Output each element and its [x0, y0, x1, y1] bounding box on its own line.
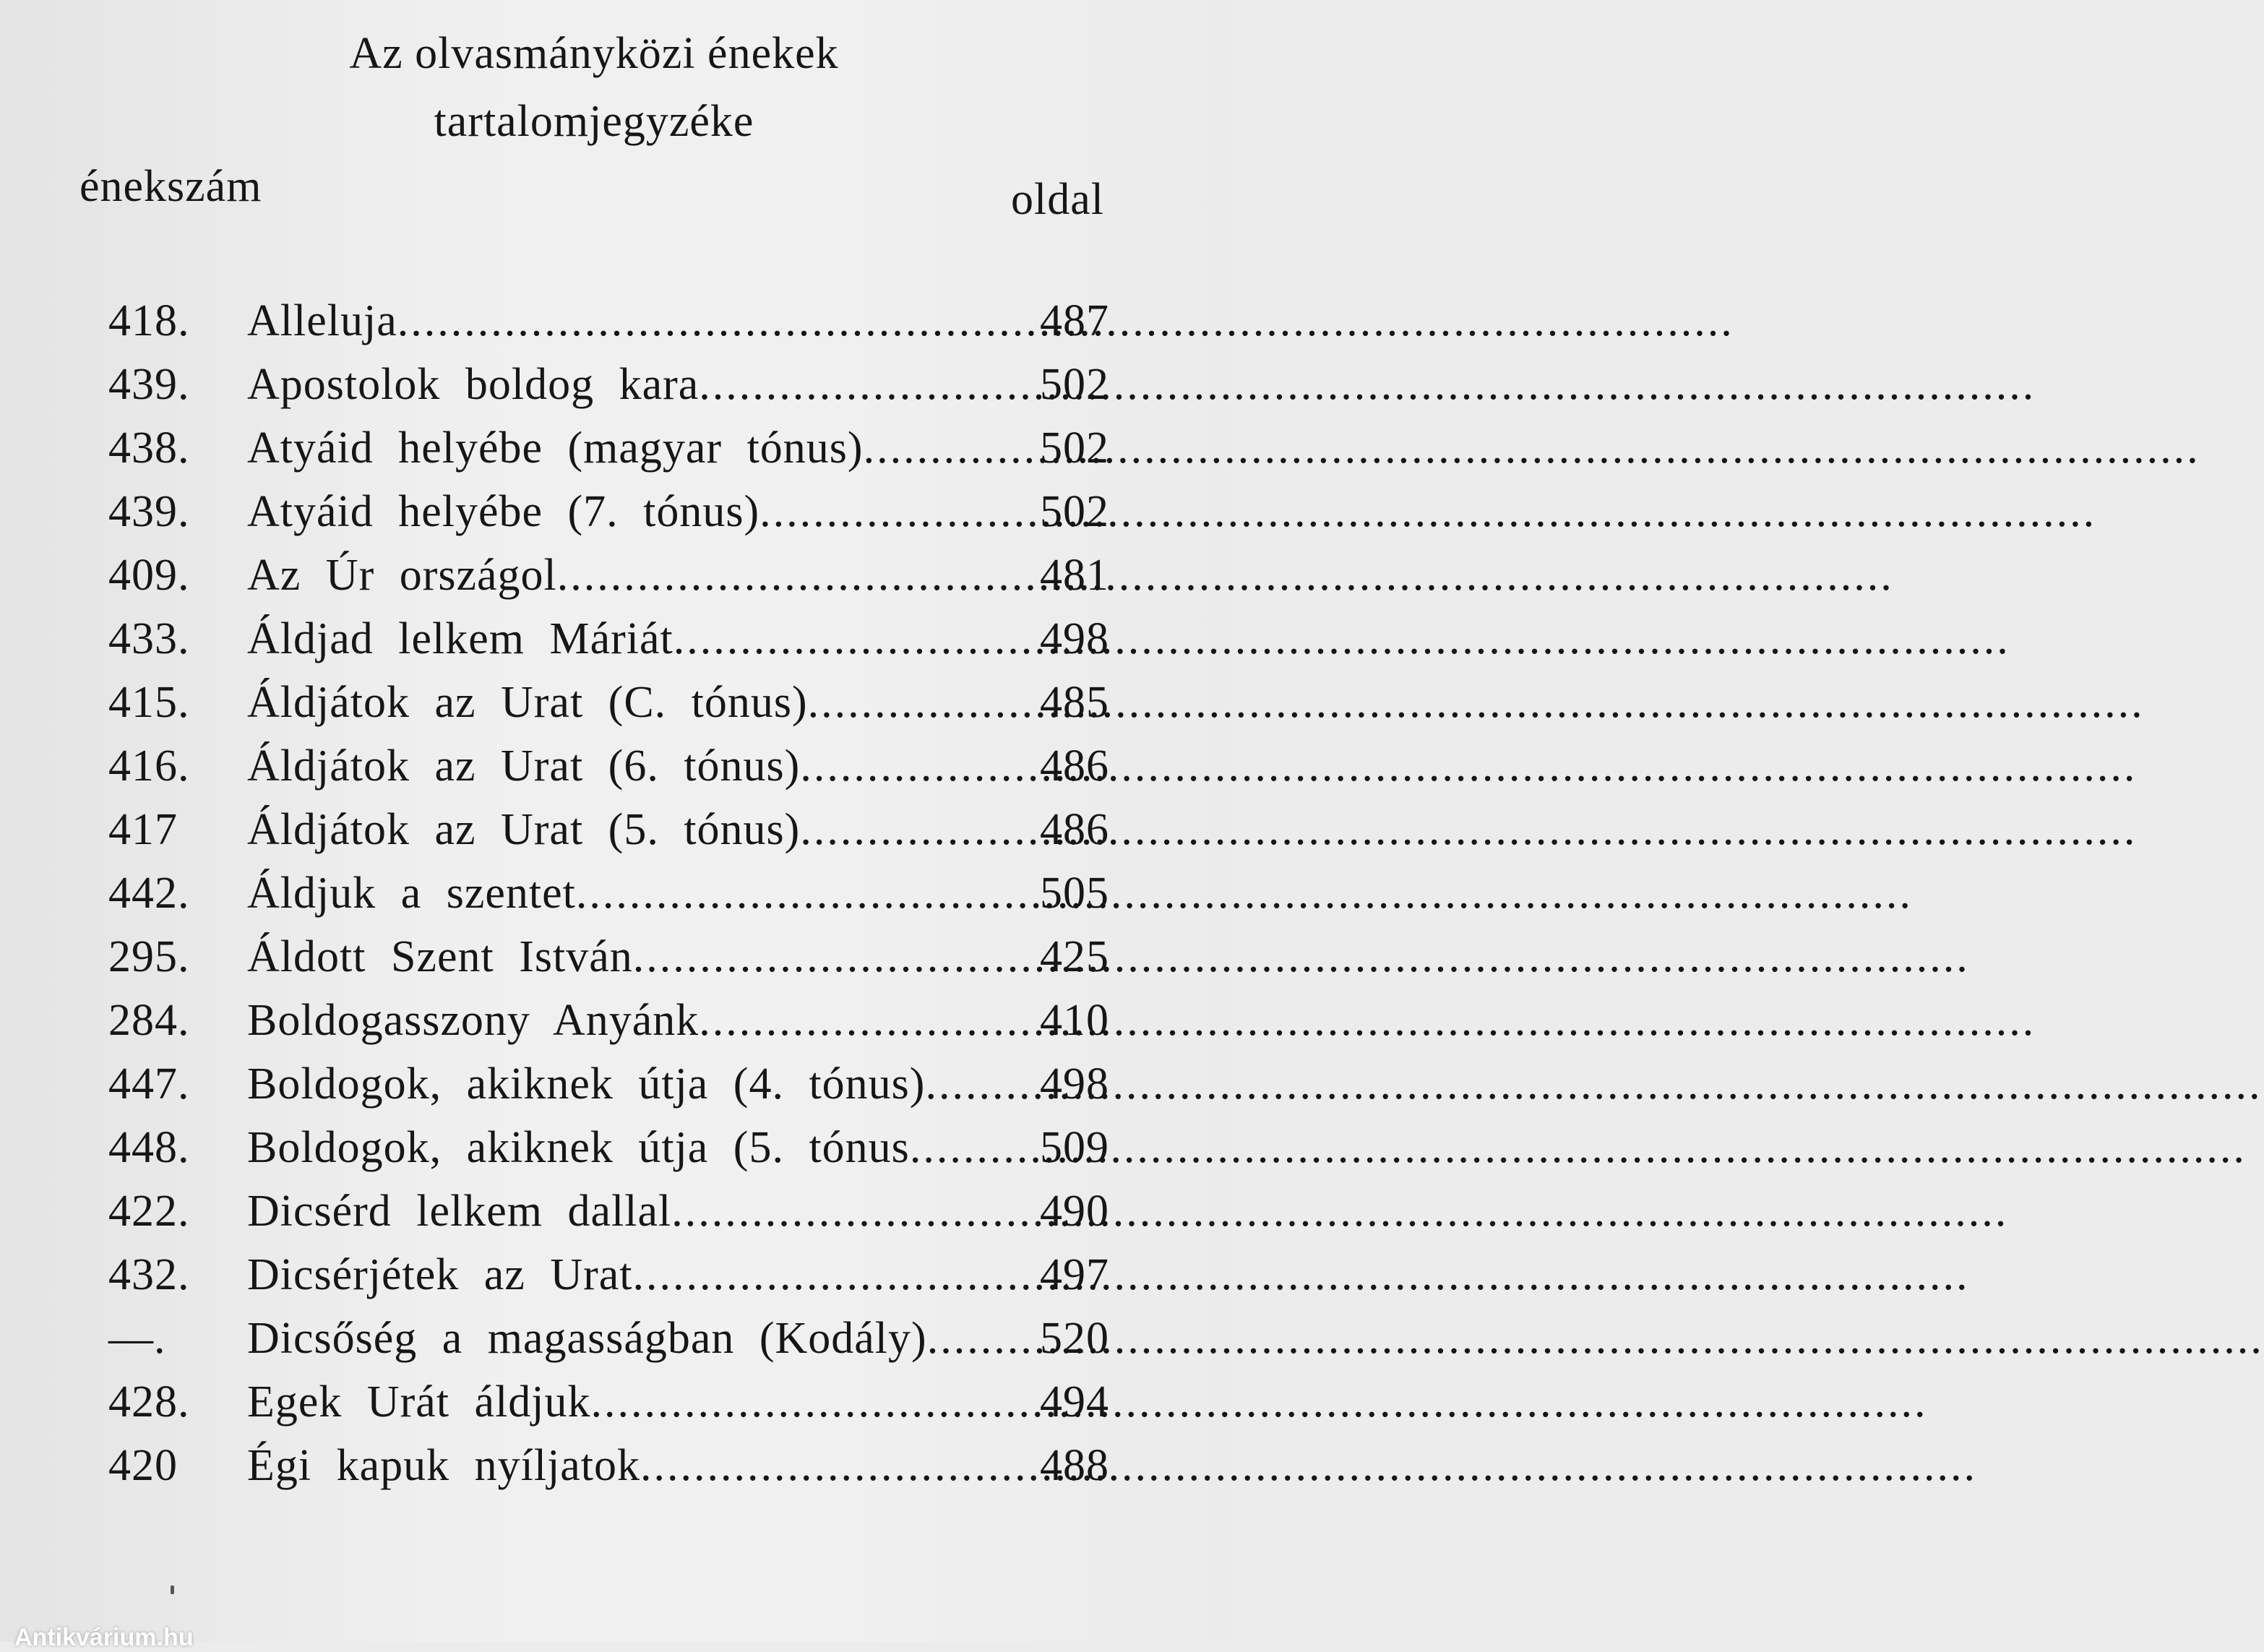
song-title: Áldott Szent István	[247, 932, 633, 981]
page-number: 494	[1040, 1377, 1109, 1427]
page-number: 505	[1040, 869, 1109, 918]
page-number: 486	[1040, 741, 1109, 791]
song-number: 447.	[108, 1059, 190, 1109]
dot-leader	[576, 861, 1040, 925]
toc-entry	[108, 353, 1109, 416]
dot-leader	[759, 480, 1040, 543]
toc-entry	[108, 1116, 1109, 1179]
song-number: 417	[108, 805, 178, 854]
page-number: 520	[1040, 1314, 1109, 1363]
page-number: 490	[1040, 1187, 1109, 1236]
song-number: 439.	[108, 360, 190, 409]
song-title: Áldjátok az Urat (6. tónus)	[247, 741, 801, 791]
page-number: 498	[1040, 614, 1109, 663]
dot-leader	[800, 734, 1040, 798]
page-number: 498	[1040, 1059, 1109, 1109]
page-number: 502	[1040, 423, 1109, 473]
dot-leader	[633, 1243, 1040, 1307]
song-number: 420	[108, 1441, 178, 1490]
toc-entry	[108, 734, 1109, 798]
song-number: 438.	[108, 423, 190, 473]
song-title: Áldjuk a szentet	[247, 869, 576, 918]
toc-entry	[108, 289, 1109, 353]
dot-leader	[925, 1052, 1040, 1116]
dot-leader	[910, 1116, 1040, 1179]
toc-entry	[108, 861, 1109, 925]
song-title: Boldogok, akiknek útja (4. tónus)	[247, 1059, 926, 1109]
song-title: Dicsőség a magasságban (Kodály)	[247, 1314, 927, 1363]
page-number: 425	[1040, 932, 1109, 981]
watermark: Antikvárium.hu	[14, 1624, 194, 1651]
dot-leader	[557, 543, 1040, 607]
song-number: 416.	[108, 741, 190, 791]
song-title: Apostolok boldog kara	[247, 360, 700, 409]
song-number: 433.	[108, 614, 190, 663]
song-number: —.	[108, 1314, 166, 1363]
dot-leader	[640, 1434, 1040, 1497]
song-number: 284.	[108, 996, 190, 1045]
page-number: 481	[1040, 551, 1109, 600]
page-number: 485	[1040, 678, 1109, 727]
toc-entry	[108, 1179, 1109, 1243]
page-number: 486	[1040, 805, 1109, 854]
page-number: 502	[1040, 487, 1109, 536]
toc-entry	[108, 1434, 1109, 1497]
dot-leader	[808, 671, 1040, 734]
song-number: 448.	[108, 1123, 190, 1172]
song-title: Atyáid helyébe (magyar tónus)	[247, 423, 864, 473]
toc-entry	[108, 1370, 1109, 1434]
ink-speck	[171, 1586, 174, 1594]
toc-entry	[108, 607, 1109, 671]
page-number: 488	[1040, 1441, 1109, 1490]
song-title: Dicsérjétek az Urat	[247, 1250, 633, 1299]
dot-leader	[800, 798, 1040, 861]
table-of-contents	[108, 289, 1109, 1497]
song-number: 442.	[108, 869, 190, 918]
song-title: Áldjátok az Urat (C. tónus)	[247, 678, 808, 727]
page-number: 410	[1040, 996, 1109, 1045]
dot-leader	[671, 1179, 1040, 1243]
dot-leader	[864, 416, 1040, 480]
song-title: Boldogok, akiknek útja (5. tónus	[247, 1123, 910, 1172]
song-number: 418.	[108, 296, 190, 345]
toc-entry	[108, 416, 1109, 480]
dot-leader	[699, 989, 1040, 1052]
dot-leader	[699, 353, 1040, 416]
toc-entry	[108, 1307, 1109, 1370]
song-title: Egek Urát áldjuk	[247, 1377, 591, 1427]
dot-leader	[673, 607, 1040, 671]
song-number: 409.	[108, 551, 190, 600]
page-number: 509	[1040, 1123, 1109, 1172]
page-title-line-1: Az olvasmányközi énekek	[349, 29, 839, 78]
song-title: Atyáid helyébe (7. tónus)	[247, 487, 760, 536]
dot-leader	[591, 1370, 1040, 1434]
toc-entry	[108, 925, 1109, 989]
toc-entry	[108, 671, 1109, 734]
page-number: 487	[1040, 296, 1109, 345]
song-number: 439.	[108, 487, 190, 536]
toc-entry	[108, 1243, 1109, 1307]
toc-entry	[108, 989, 1109, 1052]
dot-leader	[927, 1307, 1040, 1370]
toc-entry	[108, 543, 1109, 607]
song-number: 422.	[108, 1187, 190, 1236]
dot-leader	[397, 289, 1040, 353]
toc-entry	[108, 480, 1109, 543]
song-title: Az Úr országol	[247, 551, 557, 600]
song-number: 432.	[108, 1250, 190, 1299]
song-title: Alleluja	[247, 296, 397, 345]
song-title: Áldjátok az Urat (5. tónus)	[247, 805, 801, 854]
song-title: Égi kapuk nyíljatok	[247, 1441, 641, 1490]
song-number: 415.	[108, 678, 190, 727]
dot-leader	[633, 925, 1040, 989]
page-number: 497	[1040, 1250, 1109, 1299]
column-header-song-number: énekszám	[79, 162, 262, 211]
song-title: Áldjad lelkem Máriát	[247, 614, 673, 663]
toc-entry	[108, 798, 1109, 861]
column-header-page: oldal	[1011, 175, 1104, 224]
toc-entry	[108, 1052, 1109, 1116]
song-title: Dicsérd lelkem dallal	[247, 1187, 672, 1236]
song-title: Boldogasszony Anyánk	[247, 996, 700, 1045]
song-number: 428.	[108, 1377, 190, 1427]
song-number: 295.	[108, 932, 190, 981]
page-title-line-2: tartalomjegyzéke	[434, 97, 754, 146]
page-number: 502	[1040, 360, 1109, 409]
